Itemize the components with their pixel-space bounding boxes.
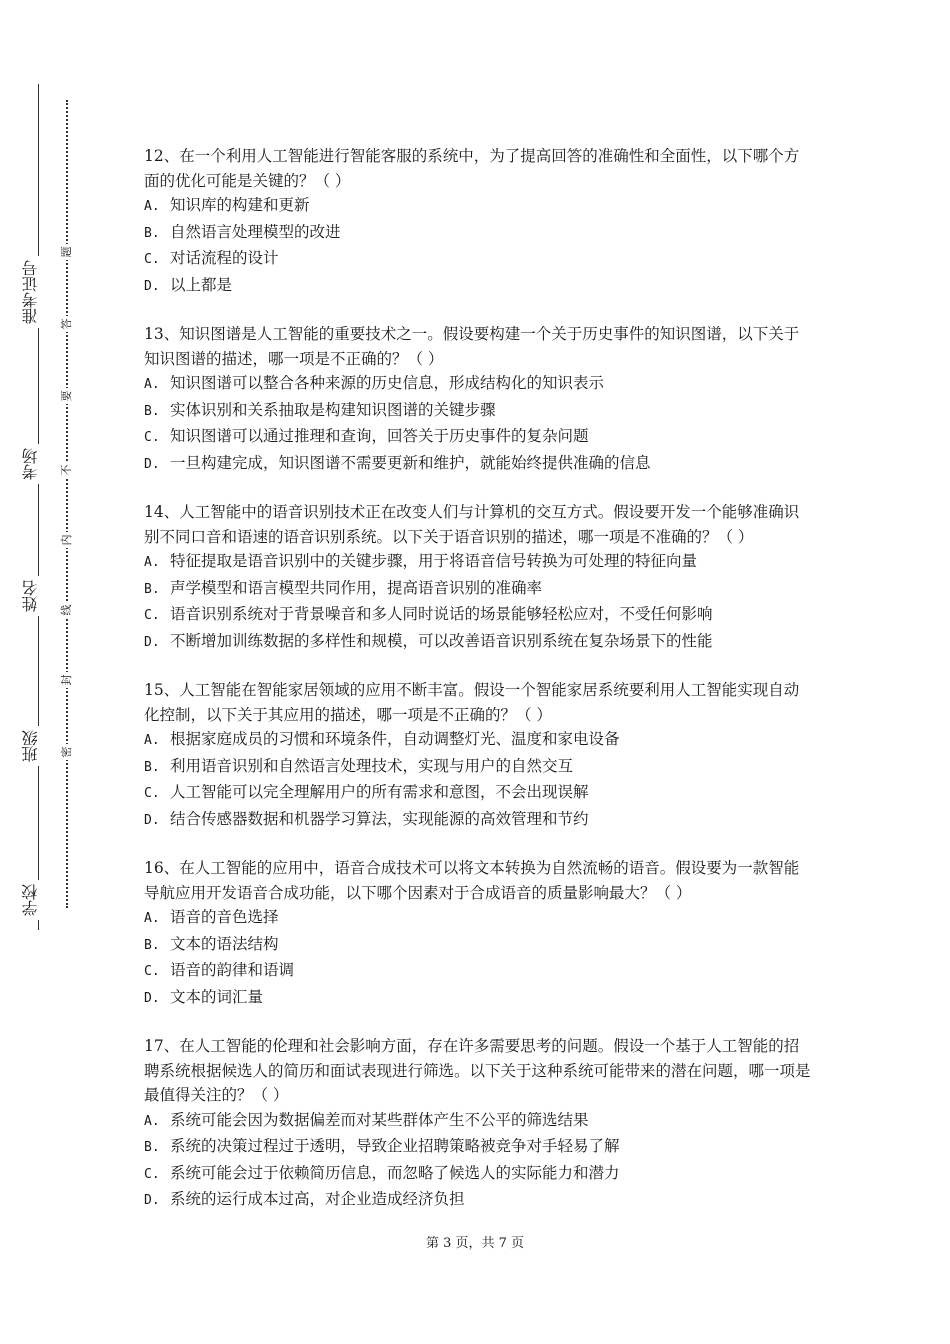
- option-letter: C.: [144, 608, 160, 623]
- option-d: [144, 629, 814, 656]
- option-text: 自然语言处理模型的改进: [170, 222, 341, 241]
- question-stem: 16、在人工智能的应用中，语音合成技术可以将文本转换为自然流畅的语音。假设要为一款智能导航应用开发语音合成功能，以下哪个因素对于合成语音的质量影响最大？（ ）: [144, 859, 800, 902]
- option-letter: C.: [144, 430, 160, 445]
- option-c: [144, 246, 814, 273]
- option-letter: D.: [144, 812, 160, 828]
- option-text: 文本的语法结构: [170, 934, 279, 953]
- field-label-school: 学校: [22, 880, 52, 920]
- question-12: [144, 144, 814, 299]
- option-a: [144, 371, 814, 398]
- seal-dotted-line: [66, 100, 68, 908]
- option-letter: B.: [144, 1140, 160, 1155]
- option-a: [144, 549, 814, 576]
- option-letter: B.: [144, 937, 160, 953]
- option-letter: D.: [144, 1193, 160, 1208]
- question-list: [144, 144, 814, 1237]
- option-text: 实体识别和关系抽取是构建知识图谱的关键步骤: [170, 400, 496, 419]
- question-stem: 17、在人工智能的伦理和社会影响方面，存在许多需要思考的问题。假设一个基于人工智能的招聘系统根据候选人的简历和面试表现进行筛选。以下关于这种系统可能带来的潜在问题，哪一项是最值得关注的？（ ）: [144, 1037, 811, 1104]
- question-16: [144, 856, 814, 1011]
- option-letter: A.: [144, 377, 160, 392]
- option-b: [144, 754, 814, 781]
- option-b: [144, 1134, 814, 1161]
- seal-char: 答: [59, 316, 75, 332]
- option-letter: B.: [144, 759, 160, 775]
- option-letter: D.: [144, 990, 160, 1006]
- option-c: [144, 424, 814, 451]
- option-d: [144, 985, 814, 1012]
- option-letter: A.: [144, 911, 160, 926]
- option-d: [144, 451, 814, 478]
- option-text: 系统的决策过程过于透明，导致企业招聘策略被竞争对手轻易了解: [170, 1137, 620, 1155]
- option-letter: C.: [144, 252, 160, 267]
- option-letter: A.: [144, 555, 160, 570]
- option-d: [144, 1187, 814, 1214]
- question-13: [144, 322, 814, 477]
- seal-char: 内: [59, 532, 75, 548]
- option-letter: C.: [144, 786, 160, 801]
- seal-char: 线: [59, 602, 75, 618]
- option-c: [144, 1161, 814, 1188]
- question-stem: 14、人工智能中的语音识别技术正在改变人们与计算机的交互方式。假设要开发一个能够准确识别不同口音和语速的语音识别系统。以下关于语音识别的描述，哪一项是不准确的？（ ）: [144, 503, 800, 546]
- option-text: 知识库的构建和更新: [170, 196, 310, 214]
- option-letter: B.: [144, 225, 160, 241]
- option-b: [144, 398, 814, 425]
- option-letter: D.: [144, 456, 160, 472]
- question-14: [144, 500, 814, 655]
- option-letter: D.: [144, 634, 160, 650]
- option-b: [144, 932, 814, 959]
- option-text: 根据家庭成员的习惯和环境条件，自动调整灯光、温度和家电设备: [170, 730, 620, 748]
- option-text: 语音的韵律和语调: [170, 961, 295, 979]
- option-letter: C.: [144, 964, 160, 979]
- option-c: [144, 780, 814, 807]
- option-text: 不断增加训练数据的多样性和规模，可以改善语音识别系统在复杂场景下的性能: [170, 631, 713, 650]
- option-letter: C.: [144, 1166, 160, 1182]
- option-text: 系统可能会过于依赖简历信息，而忽略了候选人的实际能力和潜力: [170, 1163, 620, 1182]
- option-a: [144, 727, 814, 754]
- option-text: 语音的音色选择: [170, 908, 279, 926]
- option-text: 语音识别系统对于背景噪音和多人同时说话的场景能够轻松应对，不受任何影响: [170, 605, 713, 623]
- option-text: 知识图谱可以整合各种来源的历史信息，形成结构化的知识表示: [170, 374, 605, 392]
- question-stem: 13、知识图谱是人工智能的重要技术之一。假设要构建一个关于历史事件的知识图谱，以下关于知识图谱的描述，哪一项是不正确的？（ ）: [144, 325, 800, 368]
- option-a: [144, 1108, 814, 1135]
- question-stem: 12、在一个利用人工智能进行智能客服的系统中，为了提高回答的准确性和全面性，以下哪个方面的优化可能是关键的？（ ）: [144, 147, 800, 190]
- option-d: [144, 273, 814, 300]
- field-label-name: 姓名: [22, 576, 52, 616]
- seal-char: 密: [59, 744, 75, 760]
- option-b: [144, 220, 814, 247]
- option-text: 特征提取是语音识别中的关键步骤，用于将语音信号转换为可处理的特征向量: [170, 552, 698, 570]
- seal-char: 不: [59, 462, 75, 478]
- option-text: 人工智能可以完全理解用户的所有需求和意图，不会出现误解: [170, 783, 589, 801]
- option-c: [144, 958, 814, 985]
- option-text: 系统的运行成本过高，对企业造成经济负担: [170, 1190, 465, 1208]
- seal-char: 封: [59, 672, 75, 688]
- option-text: 系统可能会因为数据偏差而对某些群体产生不公平的筛选结果: [170, 1110, 589, 1129]
- option-text: 一旦构建完成，知识图谱不需要更新和维护，就能始终提供准确的信息: [170, 453, 651, 472]
- option-d: [144, 807, 814, 834]
- option-text: 利用语音识别和自然语言处理技术，实现与用户的自然交互: [170, 756, 574, 775]
- option-text: 知识图谱可以通过推理和查询，回答关于历史事件的复杂问题: [170, 427, 589, 445]
- option-text: 声学模型和语言模型共同作用，提高语音识别的准确率: [170, 578, 543, 597]
- field-label-class: 班级: [22, 726, 52, 766]
- option-letter: B.: [144, 403, 160, 419]
- field-label-exam-id: 准考证号: [22, 256, 52, 328]
- option-letter: A.: [144, 1113, 160, 1129]
- option-letter: A.: [144, 199, 160, 214]
- option-a: [144, 905, 814, 932]
- option-b: [144, 576, 814, 603]
- option-a: [144, 193, 814, 220]
- question-17: [144, 1034, 814, 1214]
- question-stem: 15、人工智能在智能家居领域的应用不断丰富。假设一个智能家居系统要利用人工智能实现自动化控制，以下关于其应用的描述，哪一项是不正确的？（ ）: [144, 681, 800, 724]
- option-text: 结合传感器数据和机器学习算法，实现能源的高效管理和节约: [170, 809, 589, 828]
- option-text: 对话流程的设计: [170, 249, 279, 267]
- option-text: 以上都是: [170, 275, 233, 294]
- binding-line: [38, 84, 39, 930]
- option-text: 文本的词汇量: [170, 987, 264, 1006]
- question-15: [144, 678, 814, 833]
- option-letter: D.: [144, 278, 160, 294]
- seal-char: 题: [59, 244, 75, 260]
- page-number: 第 3 页，共 7 页: [425, 1236, 525, 1251]
- seal-char: 要: [59, 388, 75, 404]
- field-label-exam-room: 考场: [22, 444, 52, 484]
- option-letter: B.: [144, 581, 160, 597]
- option-c: [144, 602, 814, 629]
- option-letter: A.: [144, 733, 160, 748]
